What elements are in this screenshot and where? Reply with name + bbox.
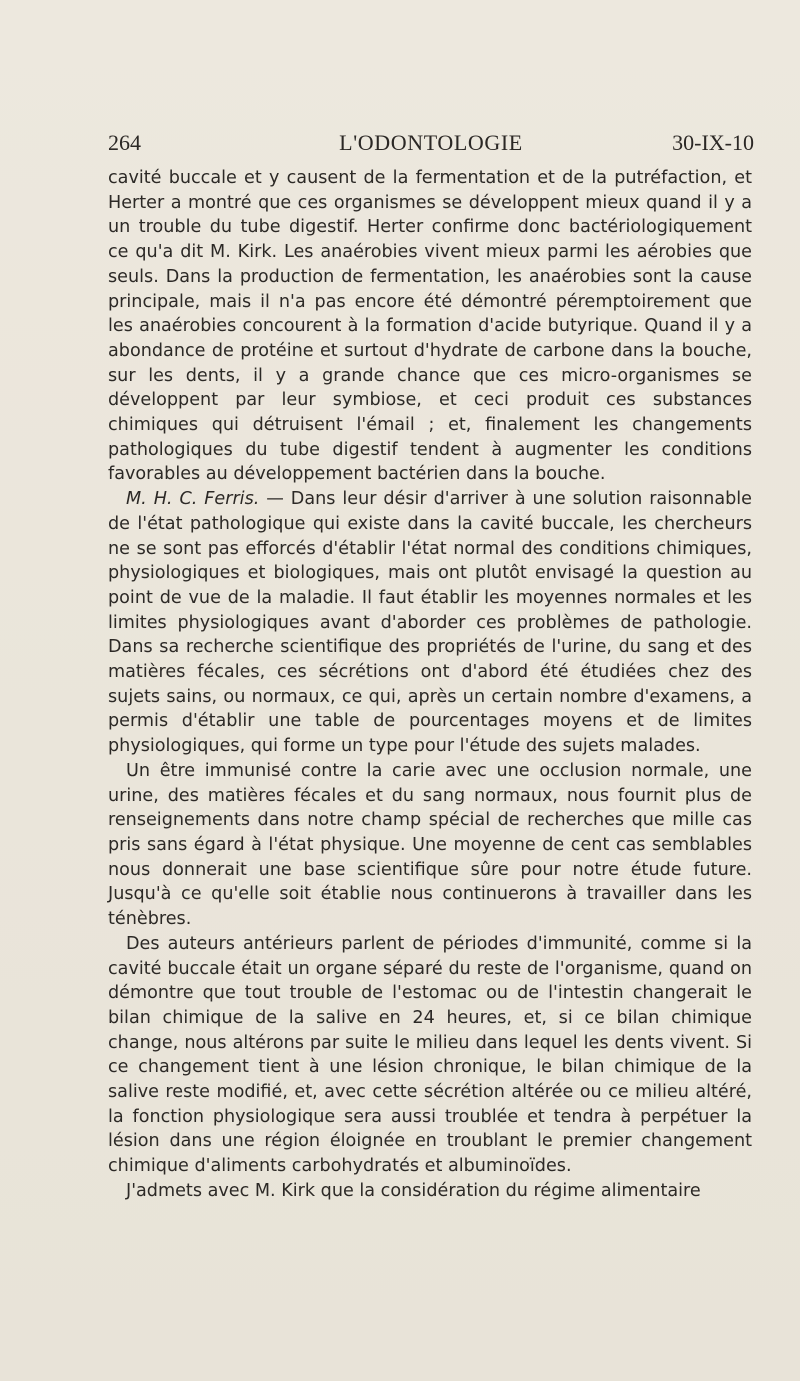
journal-title: L'ODONTOLOGIE (339, 130, 523, 155)
paragraph-immunity-subject: Un être immunisé contre la carie avec une occlusion normale, une urine, des matières fécales et du sang normaux, nous fournit plus de renseignements dans notre champ spécial de recherches que mille cas pris sans égard à l'état physique. Une moyenne de cent cas semblables nous donnerait une base scientifique sûre pour notre étude future. Jusqu'à ce qu'elle soit établie nous continuerons à travailler dans les ténèbres. (108, 760, 752, 930)
page-number: 264 (108, 130, 141, 155)
article-body (108, 166, 752, 1204)
paragraph-diet: J'admets avec M. Kirk que la considération du régime alimentaire (126, 1180, 701, 1201)
speaker-name: M. H. C. Ferris. (126, 489, 260, 510)
issue-date: 30-IX-10 (672, 130, 754, 155)
paragraph-immunity-periods: Des auteurs antérieurs parlent de périodes d'immunité, comme si la cavité buccale était un organe séparé du reste de l'organisme, quand on démontre que tout trouble de l'estomac ou de l'intestin changerait le bilan chimique de la salive en 24 heures, et, si ce bilan chimique change, nous altérons par suite le milieu dans lequel les dents vivent. Si ce changement tient à une lésion chronique, le bilan chimique de la salive reste modifié, et, avec cette sécrétion altérée ou ce milieu altéré, la fonction physiologique sera aussi troublée et tendra à perpétuer la lésion dans une région éloignée en troublant le premier changement chimique d'aliments carbohydratés et albuminoïdes. (108, 933, 752, 1177)
paragraph-continuation: cavité buccale et y causent de la fermentation et de la putréfaction, et Herter a montré que ces organismes se développent mieux quand il y a un trouble du tube digestif. Herter confirme donc bactériologiquement ce qu'a dit M. Kirk. Les anaérobies vivent mieux parmi les aérobies que seuls. Dans la production de fermentation, les anaérobies sont la cause principale, mais il n'a pas encore été démontré péremptoirement que les anaérobies concourent à la formation d'acide butyrique. Quand il y a abondance de protéine et surtout d'hydrate de carbone dans la bouche, sur les dents, il y a grande chance que ces micro-organismes se développent par leur symbiose, et ceci produit ces substances chimiques qui détruisent l'émail ; et, finalement les changements pathologiques du tube digestif tendent à augmenter les conditions favorables au développement bactérien dans la bouche. (108, 168, 752, 485)
running-header (108, 128, 754, 158)
paragraph-text: — Dans leur désir d'arriver à une solution raisonnable de l'état pathologique qui existe dans la cavité buccale, les chercheurs ne se sont pas efforcés d'établir l'état normal des conditions chimiques, physiologiques et biologiques, mais ont plutôt envisagé la question au point de vue de la maladie. Il faut établir les moyennes normales et les limites physiologiques avant d'aborder ces problèmes de pathologie. Dans sa recherche scientifique des propriétés de l'urine, du sang et des matières fécales, ces sécrétions ont d'abord été étudiées chez des sujets sains, ou normaux, ce qui, après un certain nombre d'examens, a permis d'établir une table de pourcentages moyens et de limites physiologiques, qui forme un type pour l'étude des sujets malades. (108, 489, 752, 757)
paragraph-ferris (108, 487, 752, 759)
